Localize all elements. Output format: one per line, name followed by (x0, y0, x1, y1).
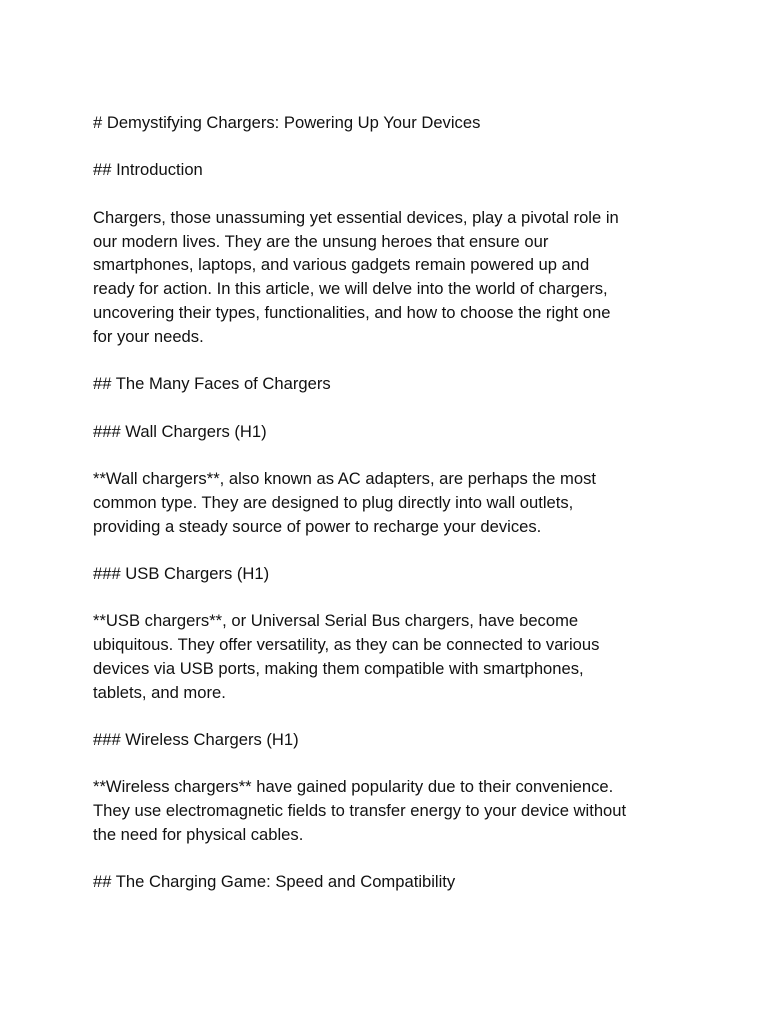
paragraph-line: our modern lives. They are the unsung heroes that ensure our (93, 231, 549, 251)
wall-heading (93, 420, 693, 444)
usb-heading-line: ### USB Chargers (H1) (93, 563, 270, 583)
paragraph-line: common type. They are designed to plug directly into wall outlets, (93, 492, 574, 512)
wireless-paragraph (93, 775, 693, 846)
faces-heading-line: ## The Many Faces of Chargers (93, 374, 331, 394)
paragraph-line: **Wireless chargers** have gained popularity due to their convenience. (93, 777, 614, 797)
paragraph-line: devices via USB ports, making them compatible with smartphones, (93, 658, 584, 678)
paragraph-line: providing a steady source of power to recharge your devices. (93, 516, 542, 536)
charging-heading (93, 870, 693, 894)
paragraph-line: They use electromagnetic fields to transfer energy to your device without (93, 801, 627, 821)
document-page (93, 111, 693, 918)
title-line: # Demystifying Chargers: Powering Up Your Devices (93, 113, 481, 132)
document-title (93, 111, 693, 135)
paragraph-line: ubiquitous. They offer versatility, as they can be connected to various (93, 635, 600, 655)
paragraph-line: **Wall chargers**, also known as AC adapters, are perhaps the most (93, 468, 596, 488)
paragraph-line: ready for action. In this article, we will delve into the world of chargers, (93, 279, 608, 299)
intro-heading-line: ## Introduction (93, 160, 203, 180)
wireless-heading-line: ### Wireless Chargers (H1) (93, 730, 299, 750)
wall-heading-line: ### Wall Chargers (H1) (93, 421, 267, 441)
charging-heading-line: ## The Charging Game: Speed and Compatibility (93, 872, 456, 892)
faces-heading (93, 372, 693, 396)
paragraph-line: smartphones, laptops, and various gadgets remain powered up and (93, 255, 590, 275)
wireless-heading (93, 728, 693, 752)
intro-heading (93, 158, 693, 182)
paragraph-line: Chargers, those unassuming yet essential devices, play a pivotal role in (93, 207, 619, 227)
paragraph-line: uncovering their types, functionalities, and how to choose the right one (93, 302, 611, 322)
intro-paragraph (93, 206, 693, 349)
usb-heading (93, 562, 693, 586)
paragraph-line: **USB chargers**, or Universal Serial Bus chargers, have become (93, 611, 579, 631)
usb-paragraph (93, 609, 693, 704)
paragraph-line: tablets, and more. (93, 682, 226, 702)
paragraph-line: the need for physical cables. (93, 825, 304, 845)
paragraph-line: for your needs. (93, 326, 204, 346)
wall-paragraph (93, 467, 693, 538)
